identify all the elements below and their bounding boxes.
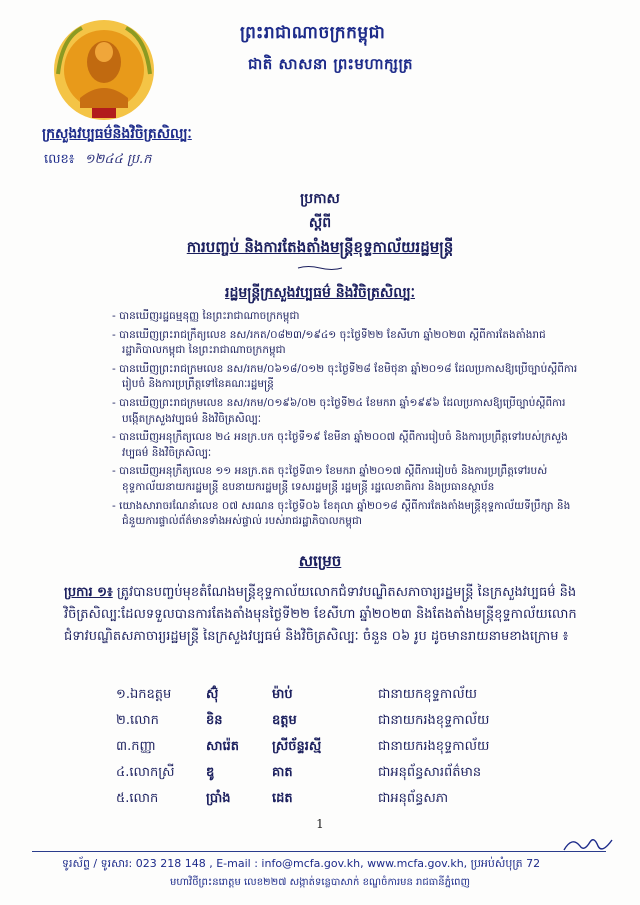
reference-number: ១២៤៤ ប្រ.ក [84, 152, 152, 167]
decision-heading: សម្រេច [298, 552, 342, 570]
appointed-staff-table [116, 682, 548, 812]
staff-title: ៤.លោកស្រី [116, 764, 175, 780]
reference-item: - យោងសារាចរណែនាំលេខ ០៧ សរណន ចុះថ្ងៃទី០៦ ខែតុលា ឆ្នាំ២០១៨ ស្តីពីការតែងតាំងមន្ត្រីខុទ្ទកាល័យទីប្រឹក្សា និងជំនួយការផ្ទាល់ព័ត៌មានទាំងអស់ផ្ទាល់ របស់រាជរដ្ឋាភិបាលកម្ពុជា [112, 499, 571, 528]
article-1-text: ត្រូវបានបញ្ចប់មុខតំណែងមន្ត្រីខុទ្ទកាល័យលោកជំទាវបណ្ឌិតសភាចារ្យរដ្ឋមន្ត្រី នៃក្រសួងវប្បធម៌ និងវិចិត្រសិល្បៈដែលទទួលបានការតែងតាំងមុនថ្ងៃទី២២ ខែសីហា ឆ្នាំ២០២៣ និងតែងតាំងមន្ត្រីខុទ្ទកាល័យលោកជំទាវបណ្ឌិតសភាចារ្យរដ្ឋមន្ត្រី នៃក្រសួងវប្បធម៌ និងវិចិត្រសិល្បៈ ចំនួន ០៦ រូប ដូចមានរាយនាមខាងក្រោម ៖ [64, 585, 577, 644]
staff-surname: ឌូ [206, 764, 215, 780]
staff-row [116, 760, 548, 786]
staff-role: ជានាយករងខុទ្ទកាល័យ [378, 738, 490, 754]
reference-item: - បានឃើញព្រះរាជក្រមលេខ នស/រកម/០១៩៦/០២ ចុះថ្ងៃទី២៤ ខែមករា ឆ្នាំ១៩៩៦ ដែលប្រកាសឱ្យប្រើច្បាប់ស្តីពីការបង្កើតក្រសួងវប្បធម៌ និងវិចិត្រសិល្បៈ [112, 396, 566, 425]
reference-item: - បានឃើញរដ្ឋធម្មនុញ្ញ នៃព្រះរាជាណាចក្រកម្ពុជា [112, 310, 300, 322]
reference-label: លេខ៖ [44, 152, 75, 167]
staff-given-name: គាត [272, 764, 293, 780]
staff-role: ជាអនុព័ន្ធសារព័ត៌មាន [378, 764, 482, 780]
document-type-heading: ប្រកាស [300, 191, 340, 207]
signature-mark [562, 832, 614, 858]
staff-row [116, 786, 548, 812]
reference-number-line [44, 151, 151, 170]
national-motto: ជាតិ សាសនា ព្រះមហាក្សត្រ [248, 55, 413, 73]
footer-address: មហាវិថីព្រះនរោត្តម លេខ២២៧ សង្កាត់ទន្លេបាសាក់ ខណ្ឌចំការមន រាជធានីភ្នំពេញ [169, 877, 471, 888]
reference-item: - បានឃើញអនុក្រឹត្យលេខ ១១ អនក្រ.តត ចុះថ្ងៃទី៣១ ខែមករា ឆ្នាំ២០១៧ ស្តីពីការរៀបចំ និងការប្រព្រឹត្តទៅរបស់ខុទ្ទកាល័យនាយករដ្ឋមន្ត្រី ឧបនាយករដ្ឋមន្ត្រី ទេសរដ្ឋមន្ត្រី រដ្ឋមន្ត្រី រដ្ឋលេខាធិការ និងប្រធានស្ថាប័ន [112, 465, 548, 493]
document-subject-heading: ការបញ្ចប់ និងការតែងតាំងមន្ត្រីខុទ្ទកាល័យរដ្ឋមន្ត្រី [186, 238, 454, 256]
staff-row [116, 734, 548, 760]
staff-surname: ខិន [206, 712, 223, 728]
staff-given-name: ឧត្តម [272, 712, 297, 728]
article-1-label: ប្រការ ១៖ [64, 585, 113, 600]
ministry-seal-logo [52, 18, 156, 124]
staff-role: ជាអនុព័ន្ធសភា [378, 790, 449, 806]
staff-row [116, 708, 548, 734]
reference-item: - បានឃើញព្រះរាជក្រឹត្យលេខ នស/រកត/០៨២៣/១៩៤១ ចុះថ្ងៃទី២២ ខែសីហា ឆ្នាំ២០២៣ ស្តីពីការតែងតាំងរាជរដ្ឋាភិបាលកម្ពុជា នៃព្រះរាជាណាចក្រកម្ពុជា [112, 328, 546, 357]
staff-surname: ប្រាំង [206, 790, 231, 806]
divider-ornament [296, 265, 344, 271]
footer-divider [32, 851, 606, 852]
staff-title: ១.ឯកឧត្តម [116, 686, 172, 702]
staff-title: ៣.កញ្ញា [116, 738, 156, 754]
staff-role: ជានាយករងខុទ្ទកាល័យ [378, 712, 490, 728]
reference-item: - បានឃើញអនុក្រឹត្យលេខ ២៤ អនក្រ.បក ចុះថ្ងៃទី១៩ ខែមីនា ឆ្នាំ២០០៧ ស្តីពីការរៀបចំ និងការប្រព្រឹត្តទៅរបស់ក្រសួងវប្បធម៌ និងវិចិត្រសិល្បៈ [112, 431, 568, 459]
article-1 [64, 582, 584, 648]
staff-given-name: ម៉ាប់ [272, 686, 293, 702]
staff-title: ២.លោក [116, 712, 159, 728]
staff-given-name: ស្រីច័ន្ទរស្មី [272, 738, 322, 754]
regarding-heading: ស្តីពី [308, 215, 332, 231]
staff-title: ៥.លោក [116, 790, 159, 806]
staff-surname: សារ៉េត [206, 738, 240, 754]
kingdom-title: ព្រះរាជាណាចក្រកម្ពុជា [240, 23, 386, 43]
issuing-authority: រដ្ឋមន្ត្រីក្រសួងវប្បធម៌ និងវិចិត្រសិល្បៈ [225, 285, 415, 301]
staff-row [116, 682, 548, 708]
ministry-name: ក្រសួងវប្បធម៌និងវិចិត្រសិល្បៈ [42, 126, 192, 142]
reference-item: - បានឃើញព្រះរាជក្រមលេខ នស/រកម/០៦១៨/០១២ ចុះថ្ងៃទី២៨ ខែមិថុនា ឆ្នាំ២០១៨ ដែលប្រកាសឱ្យប្រើច្បាប់ស្តីពីការរៀបចំ និងការប្រព្រឹត្តទៅនៃគណៈរដ្ឋមន្ត្រី [112, 362, 578, 391]
footer-contact: ទូរស័ព្ទ / ទូរសារ: 023 218 148 , E-mail : info@mcfa.gov.kh, www.mcfa.gov.kh, ប្រអប់សំបុត្រ 72 [62, 857, 541, 870]
staff-surname: ស៊ុំ [206, 686, 219, 702]
page-number: 1 [316, 817, 324, 831]
legal-references-list [112, 309, 582, 533]
staff-given-name: ដេត [272, 790, 293, 806]
staff-role: ជានាយកខុទ្ទកាល័យ [378, 686, 478, 702]
